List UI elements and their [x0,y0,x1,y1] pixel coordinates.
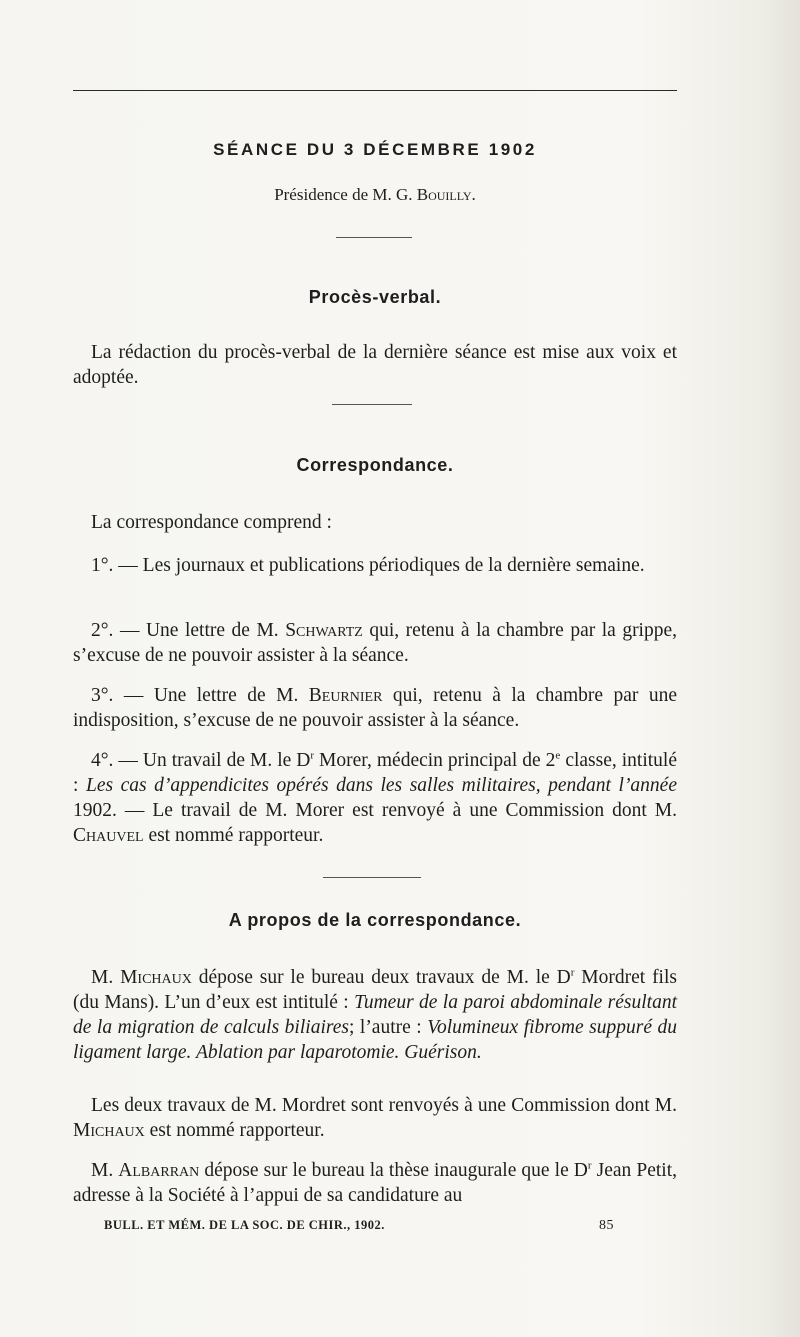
heading-correspondance: Correspondance. [296,455,454,475]
item2-text-b: qui, retenu à la chambre par la grippe, s’excuse de ne pouvoir assister à la séance. [73,620,678,666]
p2-name: Michaux [73,1120,145,1141]
item4-name: Chauvel [73,825,144,846]
a-propos-paragraph-1 [73,965,677,1065]
item4-sup2: e [555,749,561,762]
p3-text-b: dépose sur le bureau la thèse inaugurale que le D [199,1160,588,1181]
heading-a-propos: A propos de la correspondance. [228,910,522,930]
presidence-prefix: Présidence de M. G. [274,185,417,204]
item4-text-a: 4°. — Un travail de M. le D [91,750,311,771]
footer-page-number: 85 [599,1218,614,1233]
p3-text-c: Jean Petit, adresse à la Société à l’appui de sa candidature au [73,1160,677,1206]
item3-text-a: 3°. — Une lettre de M. [91,685,309,706]
correspondance-item-4 [73,748,677,848]
item3-name: Beurnier [308,685,383,706]
a-propos-paragraph-2 [73,1093,677,1143]
proces-verbal-text: La rédaction du procès-verbal de la dernière séance est mise aux voix et adoptée. [73,342,677,388]
top-rule [73,90,677,91]
p3-sup: r [587,1159,592,1172]
separator-rule-3 [323,877,421,878]
p3-name: Albarran [118,1160,200,1181]
p1-text-a: M. [91,967,121,988]
p1-sup: r [570,966,575,979]
p3-text-a: M. [91,1160,119,1181]
item2-text-a: 2°. — Une lettre de M. [91,620,286,641]
p1-text-d: ; l’autre : [348,1017,428,1038]
correspondance-intro: La correspondance comprend : [91,512,332,533]
heading-proces-verbal: Procès-verbal. [308,287,442,307]
p1-text-b: dépose sur le bureau deux travaux de M. le D [191,967,571,988]
p1-text-c: Mordret fils (du Mans). L’un d’eux est intitulé : [73,967,677,1013]
item2-name: Schwartz [285,620,363,641]
item4-text-c: classe, intitulé : [73,750,678,796]
item4-text-d: 1902. — Le travail de M. Morer est renvoyé à une Commission dont M. [73,800,677,821]
presidence-name: Bouilly. [416,185,476,204]
separator-rule-1 [336,237,412,238]
item3-text-b: qui, retenu à la chambre par une indisposition, s’excuse de ne pouvoir assister à la séance. [73,685,677,731]
page-footer [104,1218,614,1233]
p2-text-a: Les deux travaux de M. Mordret sont renvoyés à une Commission dont M. [91,1095,677,1116]
p1-name: Michaux [120,967,192,988]
item4-title: Les cas d’appendicites opérés dans les salles militaires, pendant l’année [85,775,677,796]
item4-text-e: est nommé rapporteur. [143,825,324,846]
p1-title-1: Tumeur de la paroi abdominale résultant de la migration de calculs biliaires [73,992,678,1038]
p1-title-2: Volumineux fibrome suppuré du ligament large. Ablation par laparotomie. Guérison. [73,1017,677,1063]
correspondance-item-2 [73,618,677,668]
a-propos-paragraph-3 [73,1158,677,1208]
footer-journal: BULL. ET MÉM. DE LA SOC. DE CHIR., 1902. [104,1218,385,1232]
separator-rule-2 [332,404,412,405]
correspondance-item-1: 1°. — Les journaux et publications périodiques de la dernière semaine. [91,555,645,576]
correspondance-item-3 [73,683,677,733]
item4-sup: r [310,749,315,762]
item4-text-b: Morer, médecin principal de 2 [314,750,556,771]
presidence-line [73,185,677,205]
p2-text-b: est nommé rapporteur. [144,1120,325,1141]
seance-title: SÉANCE DU 3 DÉCEMBRE 1902 [213,140,537,159]
